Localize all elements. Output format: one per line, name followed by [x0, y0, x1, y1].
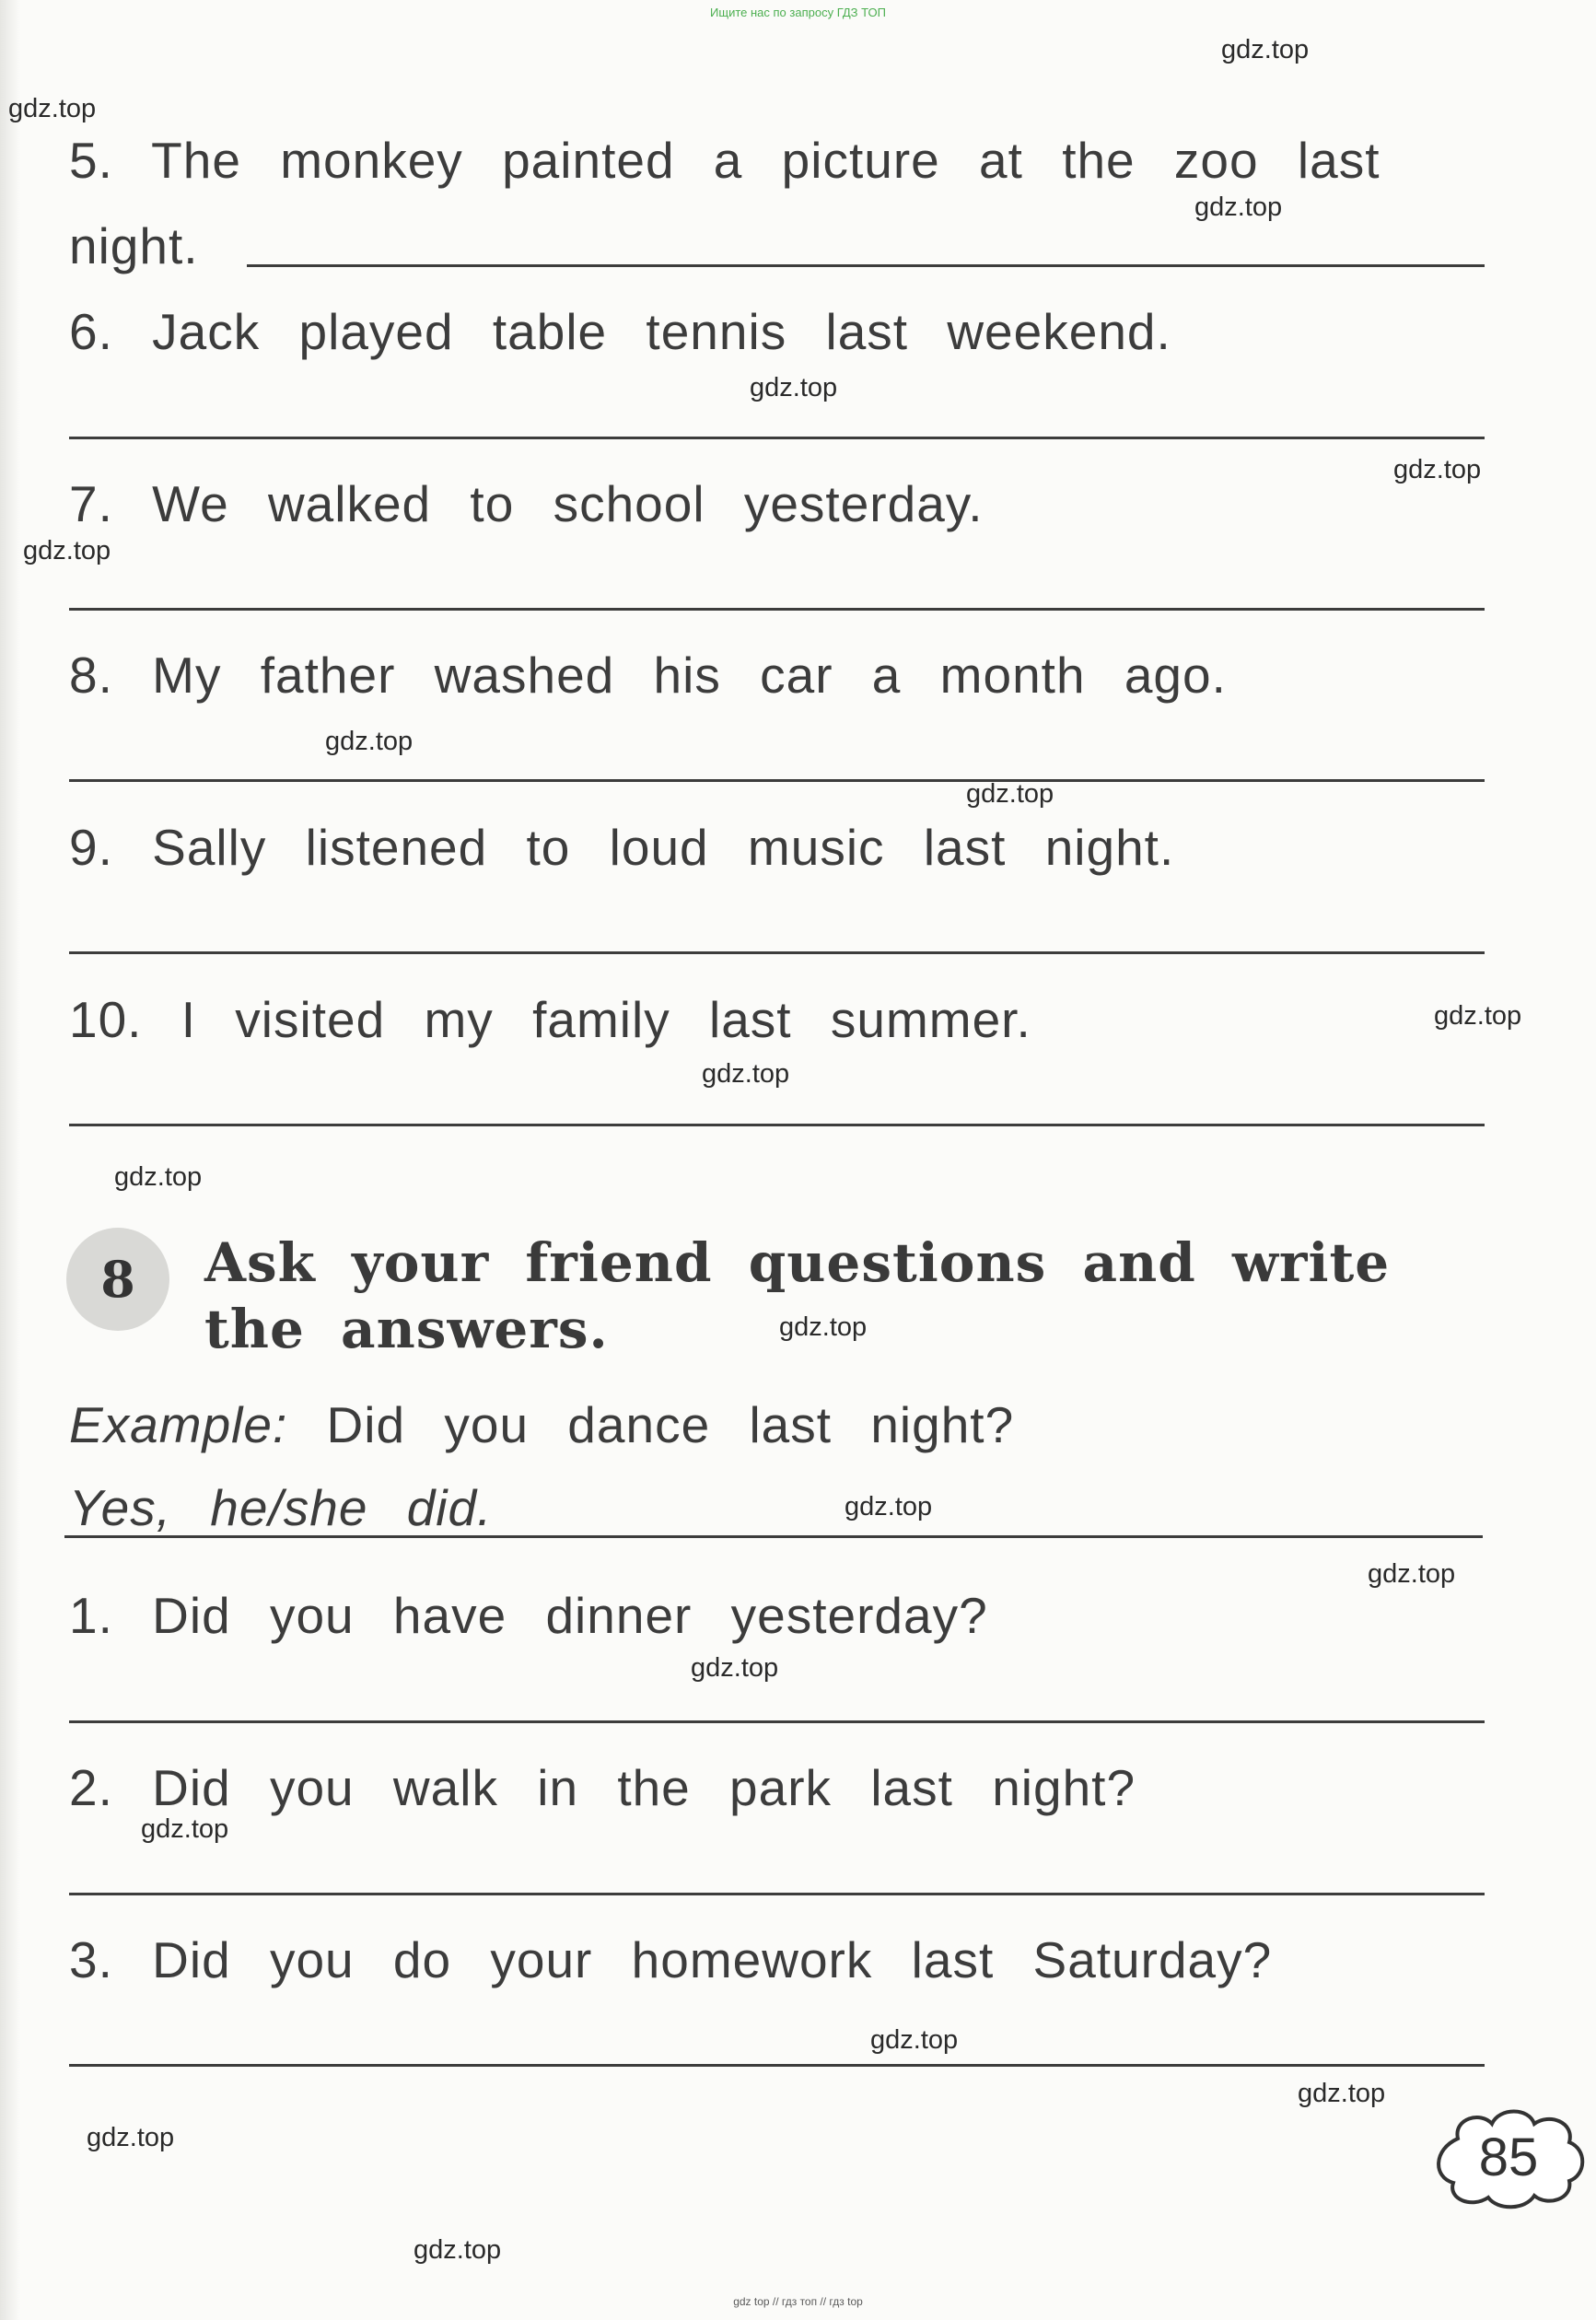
watermark: gdz.top — [870, 2025, 959, 2055]
watermark: gdz.top — [691, 1653, 779, 1683]
item-number: 6. — [69, 303, 113, 360]
item-text: Sally listened to loud music last night. — [152, 819, 1175, 876]
watermark: gdz.top — [87, 2123, 175, 2152]
question-number: 3. — [69, 1931, 113, 1988]
exercise-item-8 — [69, 646, 1485, 705]
item-number: 10. — [69, 991, 143, 1048]
item-number: 9. — [69, 819, 113, 876]
exercise-item-5-continuation: night. — [69, 217, 199, 274]
item-text: Jack played table tennis last weekend. — [152, 303, 1171, 360]
task-number: 8 — [100, 1250, 135, 1309]
item-number: 5. — [69, 132, 113, 189]
item-text: My father washed his car a month ago. — [152, 647, 1227, 704]
task-title: Ask your friend questions and write the answers. — [204, 1231, 1391, 1360]
answer-line[interactable] — [69, 1720, 1485, 1723]
item-number: 8. — [69, 647, 113, 704]
example-answer: Yes, he/she did. — [69, 1479, 493, 1536]
example-label: Example: — [69, 1396, 288, 1453]
exercise-item-9 — [69, 818, 1485, 877]
answer-line[interactable] — [69, 437, 1485, 439]
exercise-item-7 — [69, 474, 1485, 533]
watermark: gdz.top — [966, 779, 1054, 809]
watermark: gdz.top — [1368, 1559, 1456, 1589]
page-number-text: 85 — [1478, 2127, 1539, 2187]
watermark: gdz.top — [414, 2235, 502, 2265]
question-number: 2. — [69, 1759, 113, 1816]
watermark: gdz.top — [1194, 192, 1283, 222]
answer-line[interactable] — [69, 2064, 1485, 2067]
watermark: gdz.top — [141, 1814, 229, 1844]
exercise-item-10 — [69, 990, 1485, 1049]
bottom-banner[interactable]: gdz top // гдз топ // гдз top — [733, 2295, 863, 2308]
watermark: gdz.top — [779, 1312, 868, 1342]
watermark: gdz.top — [1393, 455, 1482, 484]
answer-line[interactable] — [69, 1124, 1485, 1126]
answer-line[interactable] — [247, 264, 1485, 267]
watermark: gdz.top — [1221, 35, 1310, 64]
example-question: Did you dance last night? — [326, 1396, 1015, 1453]
item-number: 7. — [69, 475, 113, 532]
exercise-item-5 — [69, 131, 1485, 190]
answer-line[interactable] — [69, 951, 1485, 954]
watermark: gdz.top — [325, 727, 414, 756]
task-number-badge — [66, 1228, 169, 1331]
question-text: Did you walk in the park last night? — [152, 1759, 1136, 1816]
watermark: gdz.top — [845, 1492, 933, 1521]
watermark: gdz.top — [702, 1059, 790, 1089]
item-text: I visited my family last summer. — [181, 991, 1031, 1048]
item-text: We walked to school yesterday. — [152, 475, 984, 532]
watermark: gdz.top — [1434, 1001, 1522, 1031]
question-number: 1. — [69, 1587, 113, 1644]
example-line — [69, 1395, 1485, 1454]
example-answer-line — [64, 1535, 1483, 1538]
question-text: Did you have dinner yesterday? — [152, 1587, 988, 1644]
answer-line[interactable] — [69, 779, 1485, 782]
watermark: gdz.top — [750, 373, 838, 402]
question-text: Did you do your homework last Saturday? — [152, 1931, 1273, 1988]
exercise-item-6 — [69, 302, 1485, 361]
item-text: The monkey painted a picture at the zoo last — [151, 132, 1380, 189]
answer-line[interactable] — [69, 608, 1485, 611]
answer-line[interactable] — [69, 1893, 1485, 1895]
page-number — [1426, 2102, 1591, 2212]
page-edge-shadow — [0, 0, 20, 2320]
watermark: gdz.top — [114, 1162, 203, 1192]
watermark: gdz.top — [8, 94, 97, 123]
watermark: gdz.top — [23, 536, 111, 565]
watermark: gdz.top — [1298, 2079, 1386, 2108]
question-2 — [69, 1758, 1485, 1817]
question-3 — [69, 1930, 1485, 1989]
top-banner[interactable]: Ищите нас по запросу ГДЗ ТОП — [710, 6, 886, 19]
question-1 — [69, 1586, 1485, 1645]
